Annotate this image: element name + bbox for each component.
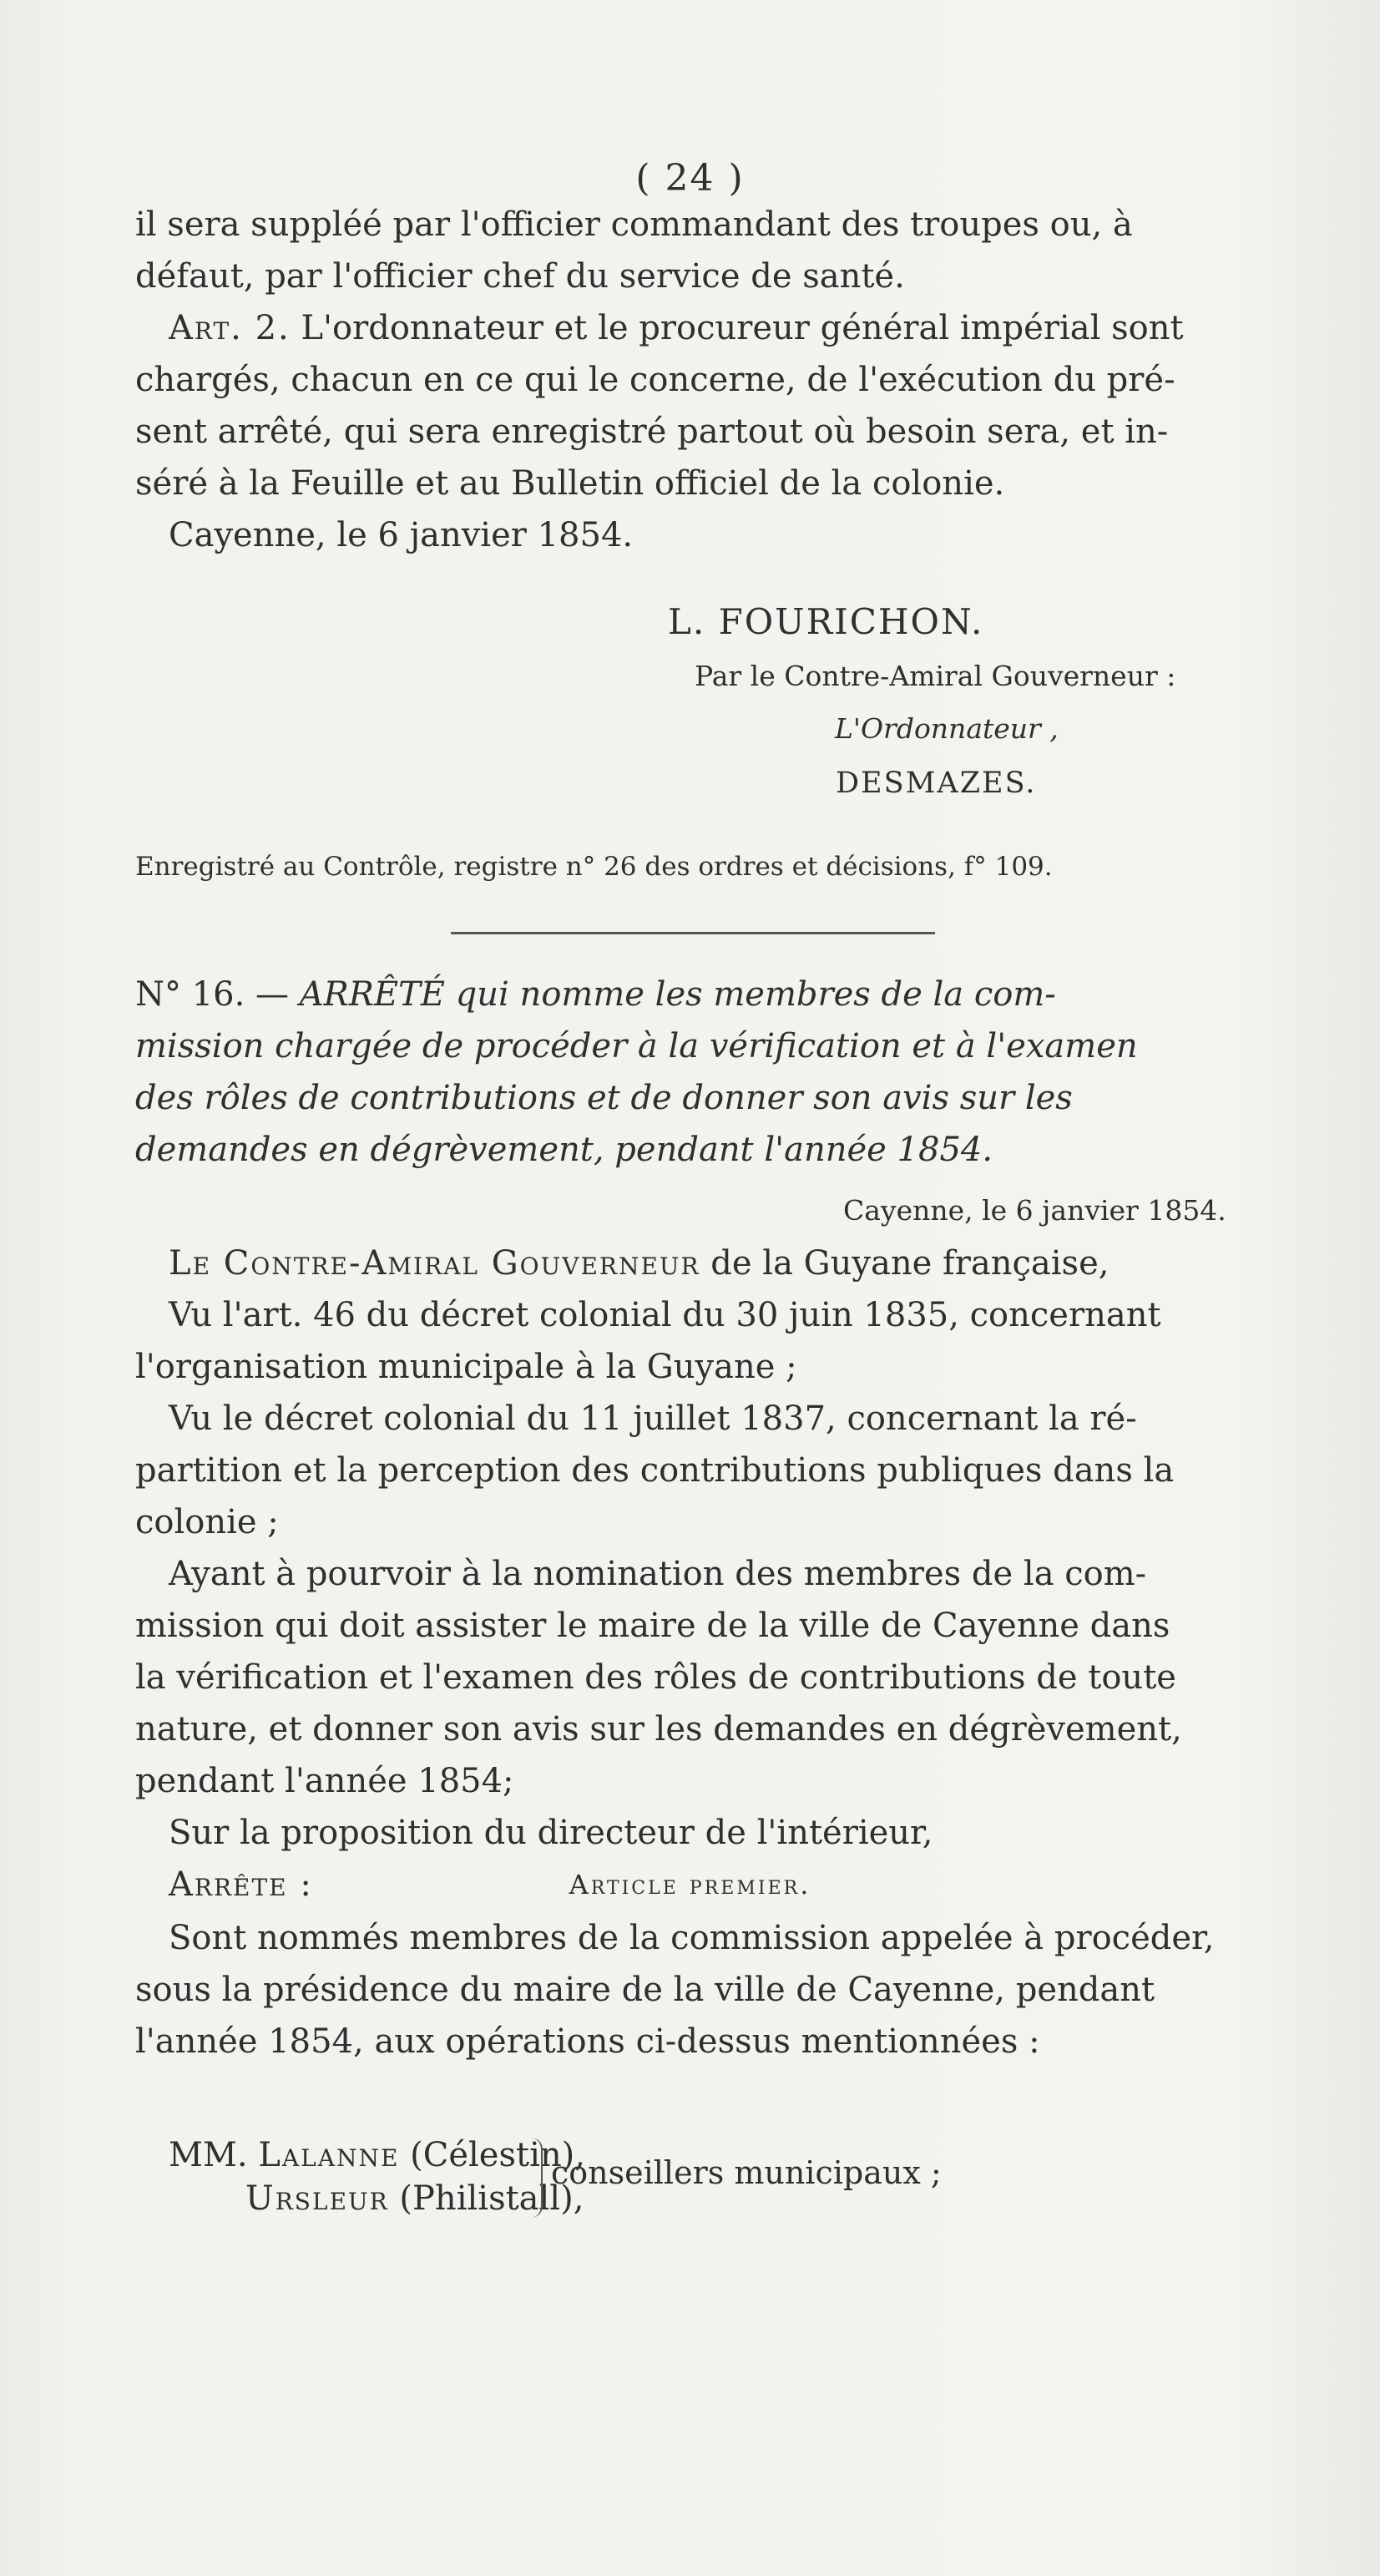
text-line: sous la présidence du maire de la ville de Cayenne, pendant <box>135 1971 1155 2009</box>
authority-line <box>135 1237 1371 1289</box>
text-line: sent arrêté, qui sera enregistré partout où besoin sera, et in- <box>135 412 1169 451</box>
signature-role: L'Ordonnateur , <box>835 712 1059 745</box>
heading-line <box>135 969 1371 1020</box>
section-previous-arrete <box>135 199 1371 561</box>
authority-title: Le Contre-Amiral Gouverneur <box>169 1244 700 1283</box>
text-line: l'organisation municipale à la Guyane ; <box>135 1348 797 1386</box>
brace-bracket <box>528 2138 543 2218</box>
heading-line: mission chargée de procéder à la vérification et à l'examen <box>135 1027 1138 1065</box>
text-line: Sont nommés membres de la commission appelée à procéder, <box>169 1919 1215 1957</box>
text-span: de la Guyane française, <box>700 1244 1110 1283</box>
article-title: Article premier. <box>569 1869 811 1900</box>
art-label: Art. 2. <box>169 309 291 347</box>
text-line: la vérification et l'examen des rôles de contributions de toute <box>135 1658 1176 1697</box>
text-line: l'année 1854, aux opérations ci-dessus mentionnées : <box>135 2022 1040 2061</box>
member-line <box>135 2177 585 2220</box>
text-line: chargés, chacun en ce qui le concerne, de l'exécution du pré- <box>135 361 1175 399</box>
article-body <box>135 1912 1371 2067</box>
text-line: mission qui doit assister le maire de la ville de Cayenne dans <box>135 1607 1170 1645</box>
arrete-body <box>135 1237 1371 1910</box>
text-line <box>135 302 1371 354</box>
signature-name: L. FOURICHON. <box>668 601 984 642</box>
text-span: L'ordonnateur et le procureur général impérial sont <box>301 309 1184 347</box>
heading-line: des rôles de contributions et de donner son avis sur les <box>135 1079 1073 1117</box>
text-line: Ayant à pourvoir à la nomination des membres de la com- <box>169 1555 1147 1593</box>
arrete-label: Arrête : <box>169 1865 313 1904</box>
text-line: Sur la proposition du directeur de l'intérieur, <box>169 1814 933 1852</box>
text-line: défaut, par l'officier chef du service de santé. <box>135 257 905 296</box>
page-number: ( 24 ) <box>635 157 745 200</box>
arrete-dateline: Cayenne, le 6 janvier 1854. <box>843 1194 1226 1227</box>
member-given-name: (Philistall), <box>399 2179 584 2218</box>
arrete-heading <box>135 969 1371 1176</box>
text-line: pendant l'année 1854; <box>135 1762 514 1800</box>
member-surname: Ursleur <box>245 2179 389 2218</box>
signature-title: Par le Contre-Amiral Gouverneur : <box>695 660 1176 692</box>
text-line: Vu le décret colonial du 11 juillet 1837, concernant la ré- <box>169 1399 1137 1438</box>
members-prefix: MM. <box>169 2136 248 2174</box>
section-divider <box>451 932 935 934</box>
text-line: colonie ; <box>135 1503 279 1541</box>
member-given-name: (Célestin), <box>410 2136 585 2174</box>
place-date-line: Cayenne, le 6 janvier 1854. <box>169 516 634 554</box>
text-line: Vu l'art. 46 du décret colonial du 30 juin 1835, concernant <box>169 1296 1161 1334</box>
text-line: séré à la Feuille et au Bulletin officiel de la colonie. <box>135 464 1005 503</box>
member-line <box>135 2133 585 2177</box>
text-line: nature, et donner son avis sur les demandes en dégrèvement, <box>135 1710 1182 1749</box>
heading-line: demandes en dégrèvement, pendant l'année 1854. <box>135 1131 993 1169</box>
member-surname: Lalanne <box>258 2136 400 2174</box>
signature-cosigner: DESMAZES. <box>836 767 1037 800</box>
heading-text: ARRÊTÉ qui nomme les membres de la com- <box>299 975 1056 1014</box>
registration-note: Enregistré au Contrôle, registre n° 26 des ordres et décisions, f° 109. <box>135 852 1053 882</box>
members-role: conseillers municipaux ; <box>551 2154 942 2191</box>
text-line: partition et la perception des contributions publiques dans la <box>135 1451 1175 1490</box>
arrete-number: N° 16. — <box>135 975 290 1014</box>
members-list <box>135 2133 585 2220</box>
text-line: il sera suppléé par l'officier commandant des troupes ou, à <box>135 205 1133 244</box>
